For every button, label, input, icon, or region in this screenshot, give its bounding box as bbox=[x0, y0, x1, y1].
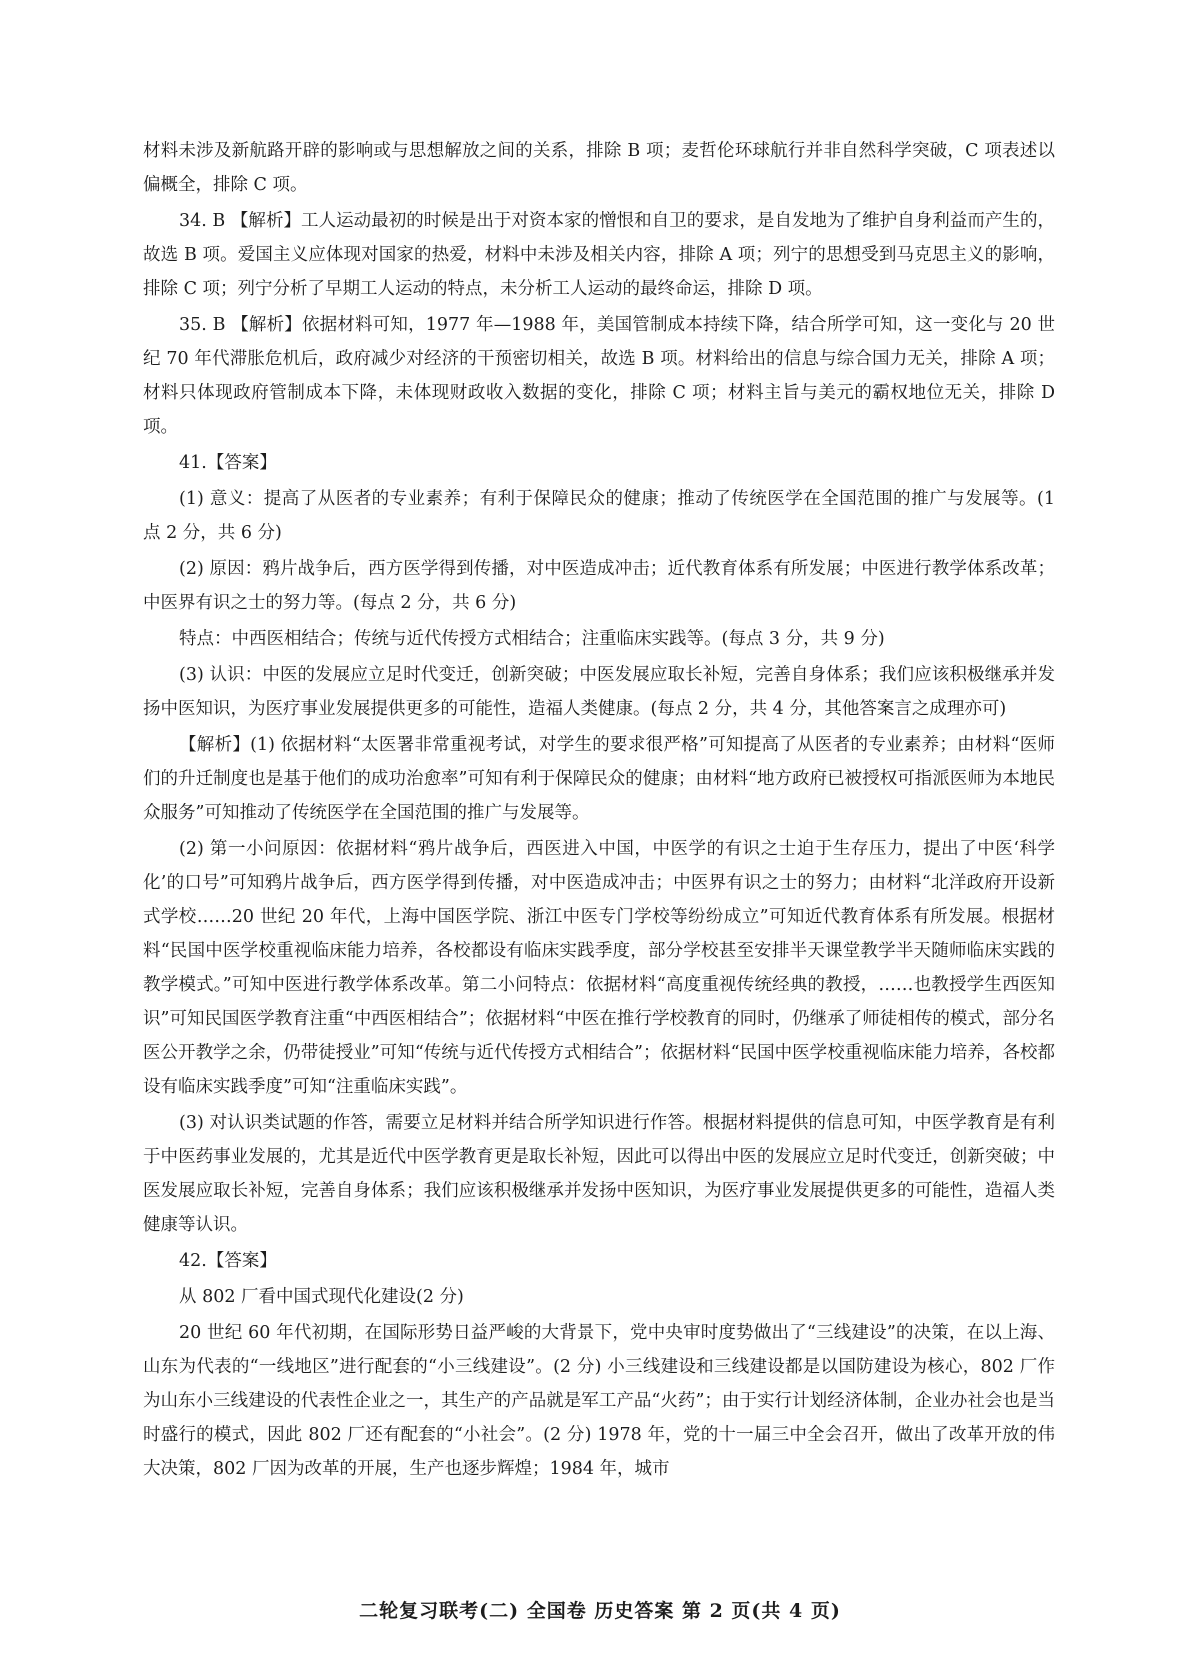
paragraph-q42-heading: 42.【答案】 bbox=[179, 1251, 277, 1271]
paragraph-q41-heading: 41.【答案】 bbox=[179, 453, 277, 473]
paragraph-q41-analysis-1: 【解析】(1) 依据材料“太医署非常重视考试，对学生的要求很严格”可知提高了从医者的专业素养；由材料“医师们的升迁制度也是基于他们的成功治愈率”可知有利于保障民众的健康；由材料“地方政府已被授权可指派医师为本地民众服务”可知推动了传统医学在全国范围的推广与发展等。 bbox=[143, 735, 1055, 823]
paragraph-q42-title: 从 802 厂看中国式现代化建设(2 分) bbox=[179, 1287, 464, 1307]
page-footer: 二轮复习联考(二) 全国卷 历史答案 第 2 页(共 4 页) bbox=[359, 1600, 841, 1622]
paragraph-q41-analysis-2: (2) 第一小问原因：依据材料“鸦片战争后，西医进入中国，中医学的有识之士迫于生存压力，提出了中医‘科学化’的口号”可知鸦片战争后，西方医学得到传播，对中医造成冲击；中医界有识之士的努力；由材料“北洋政府开设新式学校……20 世纪 20 年代，上海中国医学院、浙江中医专门学校等纷纷成立”可知近代教育体系有所发展。根据材料“民国中医学校重视临床能力培养，各校都设有临床实践季度，部分学校甚至安排半天课堂教学半天随师临床实践的教学模式。”可知中医进行教学体系改革。第二小问特点：依据材料“高度重视传统经典的教授，……也教授学生西医知识”可知民国医学教育注重“中西医相结合”；依据材料“中医在推行学校教育的同时，仍继承了师徒相传的模式，部分名医公开教学之余，仍带徒授业”可知“传统与近代传授方式相结合”；依据材料“民国中医学校重视临床能力培养，各校都设有临床实践季度”可知“注重临床实践”。 bbox=[143, 839, 1055, 1097]
paragraph-continuation: 材料未涉及新航路开辟的影响或与思想解放之间的关系，排除 B 项；麦哲伦环球航行并非自然科学突破，C 项表述以偏概全，排除 C 项。 bbox=[143, 141, 1055, 195]
paragraph-q41-part3: (3) 认识：中医的发展应立足时代变迁，创新突破；中医发展应取长补短，完善自身体系；我们应该积极继承并发扬中医知识，为医疗事业发展提供更多的可能性，造福人类健康。(每点 2 分，共 4 分，其他答案言之成理亦可) bbox=[143, 665, 1055, 719]
paragraph-q42-body: 20 世纪 60 年代初期，在国际形势日益严峻的大背景下，党中央审时度势做出了“三线建设”的决策，在以上海、山东为代表的“一线地区”进行配套的“小三线建设”。(2 分) 小三线建设和三线建设都是以国防建设为核心，802 厂作为山东小三线建设的代表性企业之一，其生产的产品就是军工产品“火药”；由于实行计划经济体制，企业办社会也是当时盛行的模式，因此 802 厂还有配套的“小社会”。(2 分) 1978 年，党的十一届三中全会召开，做出了改革开放的伟大决策，802 厂因为改革的开展，生产也逐步辉煌；1984 年，城市 bbox=[143, 1323, 1055, 1479]
paragraph-q41-part2-reasons: (2) 原因：鸦片战争后，西方医学得到传播，对中医造成冲击；近代教育体系有所发展；中医进行教学体系改革；中医界有识之士的努力等。(每点 2 分，共 6 分) bbox=[143, 559, 1055, 613]
paragraph-q41-part1: (1) 意义：提高了从医者的专业素养；有利于保障民众的健康；推动了传统医学在全国范围的推广与发展等。(1 点 2 分，共 6 分) bbox=[143, 489, 1055, 543]
paragraph-q41-part2-features: 特点：中西医相结合；传统与近代传授方式相结合；注重临床实践等。(每点 3 分，共 9 分) bbox=[179, 629, 885, 649]
paragraph-q34: 34. B 【解析】工人运动最初的时候是出于对资本家的憎恨和自卫的要求，是自发地为了维护自身利益而产生的，故选 B 项。爱国主义应体现对国家的热爱，材料中未涉及相关内容，排除 A 项；列宁的思想受到马克思主义的影响，排除 C 项；列宁分析了早期工人运动的特点，未分析工人运动的最终命运，排除 D 项。 bbox=[143, 211, 1055, 299]
paragraph-q41-analysis-3: (3) 对认识类试题的作答，需要立足材料并结合所学知识进行作答。根据材料提供的信息可知，中医学教育是有利于中医药事业发展的，尤其是近代中医学教育更是取长补短，因此可以得出中医的发展应立足时代变迁，创新突破；中医发展应取长补短，完善自身体系；我们应该积极继承并发扬中医知识，为医疗事业发展提供更多的可能性，造福人类健康等认识。 bbox=[143, 1113, 1055, 1235]
paragraph-q35: 35. B 【解析】依据材料可知，1977 年—1988 年，美国管制成本持续下降，结合所学可知，这一变化与 20 世纪 70 年代滞胀危机后，政府减少对经济的干预密切相关，故选 B 项。材料给出的信息与综合国力无关，排除 A 项；材料只体现政府管制成本下降，未体现财政收入数据的变化，排除 C 项；材料主旨与美元的霸权地位无关，排除 D 项。 bbox=[143, 315, 1055, 437]
answer-content bbox=[143, 134, 1055, 1488]
